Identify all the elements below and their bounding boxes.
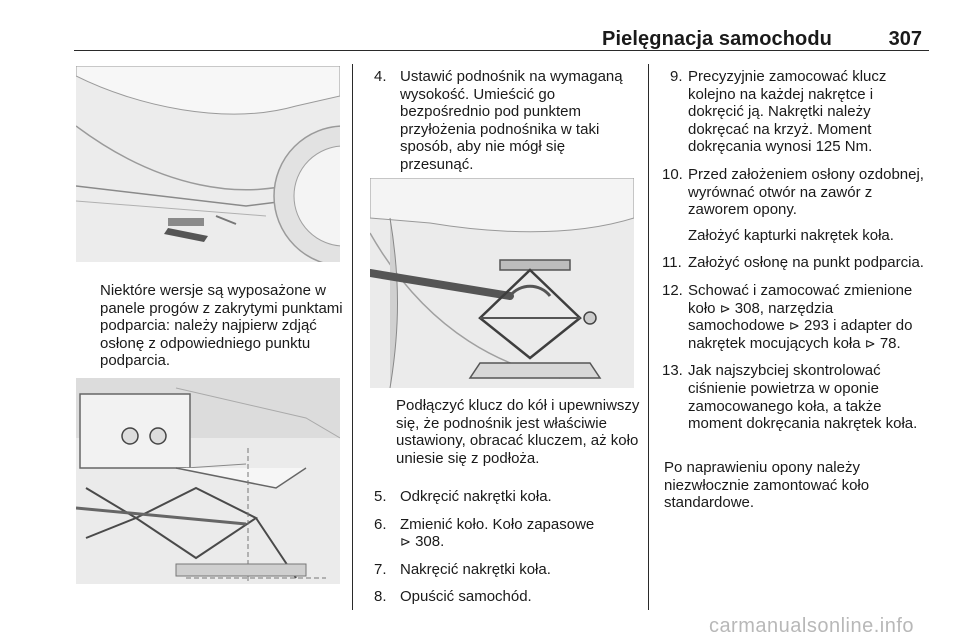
step-number: 8. [374, 588, 387, 606]
column-divider-1 [352, 64, 353, 610]
page-reference[interactable]: 308, narzędzia samochodowe [688, 299, 834, 335]
jack-closeup-drawing [76, 378, 340, 584]
step-text: Precyzyjnie zamocować klucz kolejno na każdej nakrętce i dokręcić ją. Nakrętki należy dokręcać na krzyż. Moment dokręcania wynosi 125 Nm. [688, 68, 887, 156]
step-number: 10. [662, 165, 683, 183]
step-number: 5. [374, 488, 387, 505]
watermark: carmanualsonline.info [708, 615, 914, 637]
steps-list-col3 [662, 68, 930, 443]
illustration-jack-closeup [76, 378, 340, 584]
step-number: 13. [662, 362, 683, 380]
step-text: Założyć osłonę na punkt podparcia. [688, 254, 924, 272]
step-text: Schować i zamocować zmienione koło [688, 281, 913, 317]
page-reference[interactable]: 293 i adapter do nakrętek mocujących koła [688, 317, 913, 352]
step-13 [662, 362, 930, 432]
page-reference-icon: ⊳ [719, 300, 731, 316]
after-image-text: Podłączyć klucz do kół i upewniwszy się, że podnośnik jest właściwie ustawiony, obracać kluczem, aż koło uniesie się z podłoża. [396, 397, 640, 467]
closing-paragraph: Po naprawieniu opony należy niezwłocznie zamontować koło standardowe. [664, 459, 870, 512]
page-reference[interactable]: 308. [415, 533, 445, 551]
step-4 [374, 68, 638, 174]
step-8 [374, 588, 638, 606]
step-number: 9. [670, 68, 683, 85]
step-subtext: Założyć kapturki nakrętek koła. [688, 226, 894, 244]
illustration-jack-under-car [370, 178, 634, 388]
step-10 [662, 166, 930, 244]
step-number: 12. [662, 281, 683, 299]
step-number: 4. [374, 68, 387, 85]
column-divider-2 [648, 64, 649, 610]
page-reference-icon: ⊳ [788, 318, 800, 334]
step-text: Jak najszybciej skontrolować ciśnienie powietrza w oponie zamocowanego koła, a także moment dokręcania nakrętek koła. [688, 362, 918, 433]
page-reference-icon: ⊳ [400, 534, 411, 550]
sill-caption: Niektóre wersje są wyposażone w panele progów z zakrytymi punktami podparcia: należy najpierw zdjąć osłonę z odpowiedniego punktu podparcia. [100, 282, 343, 370]
step-11 [662, 254, 930, 272]
step-text: Opuścić samochód. [400, 588, 532, 606]
step-7 [374, 561, 638, 579]
step-9 [662, 68, 930, 156]
steps-list-col2-bottom [374, 488, 638, 616]
step-number: 11. [662, 254, 682, 272]
step-text: Zmienić koło. Koło zapasowe [400, 515, 595, 533]
page-number: 307 [888, 28, 922, 50]
step-6 [374, 516, 638, 551]
page-reference-icon: ⊳ [864, 335, 876, 351]
step-number: 7. [374, 560, 387, 578]
step-text: Nakręcić nakrętki koła. [400, 560, 551, 578]
step-text: Przed założeniem osłony ozdobnej, wyrównać otwór na zawór z zaworem opony. [688, 165, 924, 219]
page-reference[interactable]: 78. [879, 334, 901, 352]
illustration-car-sill [76, 66, 340, 262]
jack-under-car-drawing [370, 178, 634, 388]
car-sill-drawing [76, 66, 340, 262]
step-12 [662, 282, 930, 352]
step-number: 6. [374, 515, 387, 533]
header-rule [74, 50, 929, 51]
steps-list-col2-top [374, 68, 638, 184]
step-text: Ustawić podnośnik na wymaganą wysokość. Umieścić go bezpośrednio pod punktem przyłożenia podnośnika w taki sposób, aby nie mógł się przesunąć. [400, 68, 623, 173]
step-text: Odkręcić nakrętki koła. [400, 488, 552, 505]
step-5 [374, 488, 638, 506]
page-header-title: Pielęgnacja samochodu [602, 28, 832, 50]
